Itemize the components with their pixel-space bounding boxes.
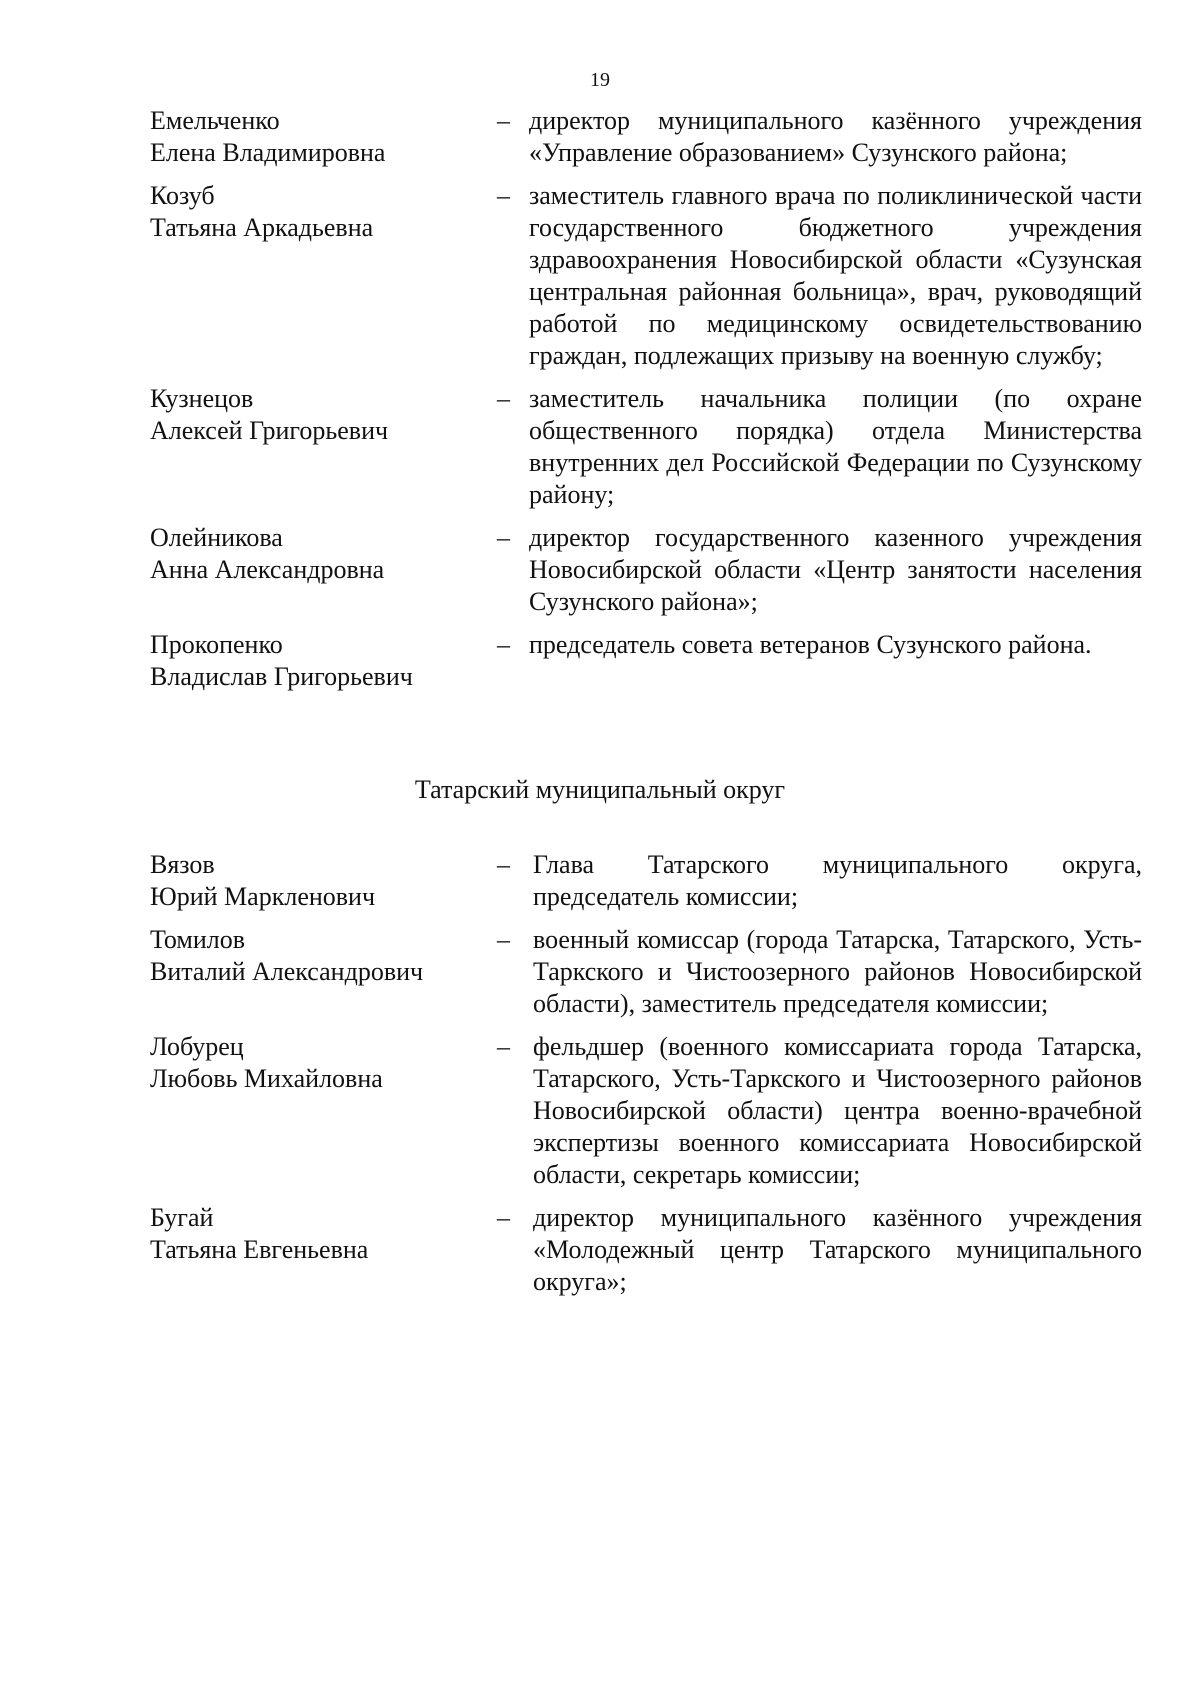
member-role: Глава Татарского муниципального округа, председатель комиссии; [533, 850, 1142, 911]
member-entry [0, 1202, 1200, 1298]
member-name [150, 1031, 480, 1095]
separator-dash: – [497, 523, 510, 552]
member-given-name: Алексей Григорьевич [150, 416, 389, 445]
member-entry [0, 180, 1200, 372]
member-given-name: Виталий Александрович [150, 957, 424, 986]
member-given-name: Любовь Михайловна [150, 1064, 383, 1093]
page-number: 19 [590, 69, 610, 91]
member-role: директор муниципального казённого учреждения «Управление образованием» Сузунского района; [529, 106, 1142, 167]
member-name [150, 105, 480, 169]
member-given-name: Елена Владимировна [150, 138, 386, 167]
member-surname: Бугай [150, 1203, 214, 1232]
member-surname: Прокопенко [150, 630, 283, 659]
separator-dash: – [497, 1203, 510, 1232]
member-role: заместитель начальника полиции (по охране общественного порядка) отдела Министерства внутренних дел Российской Федерации по Сузунскому району; [529, 384, 1142, 509]
member-entry [0, 1031, 1200, 1191]
section-heading: Татарский муниципальный округ [414, 775, 786, 804]
member-surname: Козуб [150, 181, 215, 210]
member-entry [0, 849, 1200, 913]
separator-dash: – [497, 106, 510, 135]
separator-dash: – [497, 384, 510, 413]
member-name [150, 629, 480, 693]
member-role: военный комиссар (города Татарска, Татарского, Усть-Таркского и Чистоозерного районов Новосибирской области), заместитель председателя комиссии; [533, 925, 1142, 1018]
member-role: фельдшер (военного комиссариата города Татарска, Татарского, Усть-Таркского и Чистоозерного районов Новосибирской области) центра военно-врачебной экспертизы военного комиссариата Новосибирской области, секретарь комиссии; [533, 1032, 1142, 1189]
member-name [150, 383, 480, 447]
member-surname: Лобурец [150, 1032, 244, 1061]
separator-dash: – [497, 630, 510, 659]
member-surname: Вязов [150, 850, 215, 879]
member-given-name: Татьяна Евгеньевна [150, 1235, 369, 1264]
member-surname: Кузнецов [150, 384, 254, 413]
member-role: председатель совета ветеранов Сузунского района. [529, 630, 1092, 659]
separator-dash: – [497, 181, 510, 210]
member-given-name: Анна Александровна [150, 555, 385, 584]
member-given-name: Татьяна Аркадьевна [150, 213, 374, 242]
member-entry [0, 924, 1200, 1020]
member-name [150, 180, 480, 244]
member-given-name: Владислав Григорьевич [150, 662, 413, 691]
member-name [150, 522, 480, 586]
members-list-tatarsk [0, 849, 1200, 1309]
member-role: заместитель главного врача по поликлинической части государственного бюджетного учреждения здравоохранения Новосибирской области «Сузунская центральная районная больница», врач, руководящий работой по медицинскому освидетельствованию граждан, подлежащих призыву на военную службу; [529, 181, 1142, 370]
members-list-suzun [0, 105, 1200, 704]
member-given-name: Юрий Маркленович [150, 882, 376, 911]
separator-dash: – [497, 925, 510, 954]
member-surname: Олейникова [150, 523, 283, 552]
member-entry [0, 105, 1200, 169]
member-entry [0, 629, 1200, 693]
member-surname: Емельченко [150, 106, 280, 135]
separator-dash: – [497, 850, 510, 879]
separator-dash: – [497, 1032, 510, 1061]
member-name [150, 1202, 480, 1266]
member-role: директор муниципального казённого учреждения «Молодежный центр Татарского муниципального округа»; [533, 1203, 1142, 1296]
member-role: директор государственного казенного учреждения Новосибирской области «Центр занятости населения Сузунского района»; [529, 523, 1142, 616]
member-name [150, 849, 480, 913]
member-entry [0, 522, 1200, 618]
member-surname: Томилов [150, 925, 246, 954]
member-name [150, 924, 480, 988]
member-entry [0, 383, 1200, 511]
